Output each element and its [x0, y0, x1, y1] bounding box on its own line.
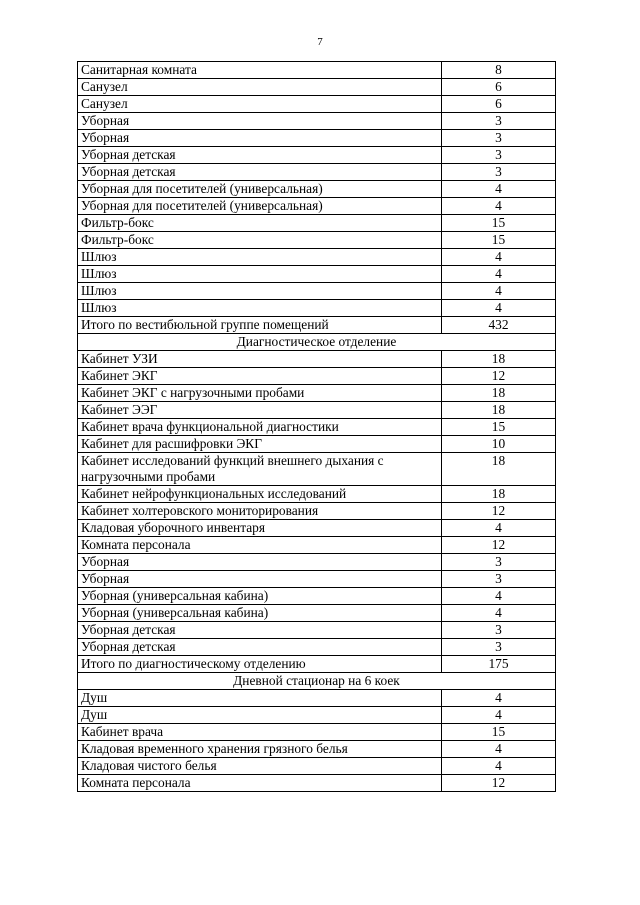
room-area-cell: 18 — [442, 453, 556, 486]
table-row — [78, 758, 556, 775]
room-area-cell: 8 — [442, 62, 556, 79]
room-area-cell: 3 — [442, 571, 556, 588]
table-row — [78, 486, 556, 503]
room-name-cell: Душ — [78, 707, 442, 724]
room-name-cell: Душ — [78, 690, 442, 707]
room-area-cell: 18 — [442, 385, 556, 402]
section-title: Диагностическое отделение — [78, 334, 556, 351]
room-area-cell: 4 — [442, 283, 556, 300]
total-row — [78, 317, 556, 334]
room-name-cell: Кладовая временного хранения грязного белья — [78, 741, 442, 758]
table-row — [78, 130, 556, 147]
room-name-cell: Шлюз — [78, 249, 442, 266]
room-name-cell: Уборная — [78, 571, 442, 588]
table-row — [78, 96, 556, 113]
room-name-cell: Кабинет ЭКГ с нагрузочными пробами — [78, 385, 442, 402]
table-row — [78, 351, 556, 368]
table-row — [78, 113, 556, 130]
table-row — [78, 232, 556, 249]
table-row — [78, 707, 556, 724]
room-name-cell: Кабинет нейрофункциональных исследований — [78, 486, 442, 503]
room-area-cell: 12 — [442, 368, 556, 385]
table-row — [78, 385, 556, 402]
room-name-cell: Уборная — [78, 113, 442, 130]
room-name-cell: Комната персонала — [78, 537, 442, 554]
rooms-table-body — [78, 62, 556, 792]
room-name-cell: Кабинет холтеровского мониторирования — [78, 503, 442, 520]
room-area-cell: 3 — [442, 113, 556, 130]
table-row — [78, 368, 556, 385]
room-area-cell: 175 — [442, 656, 556, 673]
room-name-cell: Уборная детская — [78, 639, 442, 656]
room-area-cell: 12 — [442, 537, 556, 554]
room-area-cell: 4 — [442, 181, 556, 198]
room-name-cell: Кабинет УЗИ — [78, 351, 442, 368]
room-name-cell: Фильтр-бокс — [78, 232, 442, 249]
room-area-cell: 15 — [442, 215, 556, 232]
table-row — [78, 300, 556, 317]
room-area-cell: 15 — [442, 419, 556, 436]
table-row — [78, 402, 556, 419]
room-name-cell: Уборная (универсальная кабина) — [78, 605, 442, 622]
table-row — [78, 639, 556, 656]
table-row — [78, 554, 556, 571]
room-area-cell: 4 — [442, 300, 556, 317]
table-row — [78, 147, 556, 164]
room-name-cell: Уборная детская — [78, 622, 442, 639]
room-area-cell: 4 — [442, 707, 556, 724]
table-row — [78, 571, 556, 588]
table-row — [78, 266, 556, 283]
room-area-cell: 3 — [442, 622, 556, 639]
room-area-cell: 4 — [442, 605, 556, 622]
table-row — [78, 283, 556, 300]
room-name-cell: Фильтр-бокс — [78, 215, 442, 232]
room-name-cell: Кабинет ЭЭГ — [78, 402, 442, 419]
section-header-row — [78, 334, 556, 351]
room-area-cell: 18 — [442, 351, 556, 368]
room-area-cell: 4 — [442, 690, 556, 707]
room-area-cell: 18 — [442, 402, 556, 419]
room-area-cell: 3 — [442, 130, 556, 147]
room-area-cell: 15 — [442, 232, 556, 249]
room-name-cell: Комната персонала — [78, 775, 442, 792]
table-row — [78, 605, 556, 622]
room-name-cell: Уборная для посетителей (универсальная) — [78, 181, 442, 198]
room-area-cell: 4 — [442, 249, 556, 266]
table-row — [78, 453, 556, 486]
table-row — [78, 198, 556, 215]
room-area-cell: 6 — [442, 79, 556, 96]
page-number: 7 — [317, 36, 323, 48]
table-row — [78, 419, 556, 436]
room-name-cell: Кладовая чистого белья — [78, 758, 442, 775]
room-name-cell: Уборная детская — [78, 147, 442, 164]
table-row — [78, 520, 556, 537]
table-row — [78, 741, 556, 758]
table-row — [78, 79, 556, 96]
table-row — [78, 215, 556, 232]
room-area-cell: 3 — [442, 639, 556, 656]
section-title: Дневной стационар на 6 коек — [78, 673, 556, 690]
table-row — [78, 622, 556, 639]
room-area-cell: 3 — [442, 164, 556, 181]
room-area-cell: 4 — [442, 758, 556, 775]
room-area-cell: 12 — [442, 775, 556, 792]
room-area-cell: 4 — [442, 520, 556, 537]
room-name-cell: Санитарная комната — [78, 62, 442, 79]
rooms-table — [77, 61, 556, 792]
room-name-cell: Уборная (универсальная кабина) — [78, 588, 442, 605]
room-name-cell: Кабинет исследований функций внешнего дыхания с нагрузочными пробами — [78, 453, 442, 486]
room-area-cell: 15 — [442, 724, 556, 741]
room-area-cell: 432 — [442, 317, 556, 334]
room-name-cell: Уборная для посетителей (универсальная) — [78, 198, 442, 215]
room-area-cell: 12 — [442, 503, 556, 520]
table-row — [78, 62, 556, 79]
room-name-cell: Итого по диагностическому отделению — [78, 656, 442, 673]
room-area-cell: 4 — [442, 741, 556, 758]
room-name-cell: Уборная детская — [78, 164, 442, 181]
room-name-cell: Кабинет ЭКГ — [78, 368, 442, 385]
room-name-cell: Кабинет для расшифровки ЭКГ — [78, 436, 442, 453]
room-area-cell: 3 — [442, 554, 556, 571]
table-row — [78, 181, 556, 198]
section-header-row — [78, 673, 556, 690]
total-row — [78, 656, 556, 673]
room-name-cell: Санузел — [78, 96, 442, 113]
room-area-cell: 4 — [442, 588, 556, 605]
room-name-cell: Кабинет врача функциональной диагностики — [78, 419, 442, 436]
room-area-cell: 3 — [442, 147, 556, 164]
room-name-cell: Уборная — [78, 130, 442, 147]
table-row — [78, 537, 556, 554]
room-name-cell: Уборная — [78, 554, 442, 571]
room-name-cell: Шлюз — [78, 300, 442, 317]
table-row — [78, 724, 556, 741]
table-row — [78, 690, 556, 707]
room-name-cell: Шлюз — [78, 283, 442, 300]
room-area-cell: 6 — [442, 96, 556, 113]
room-name-cell: Кладовая уборочного инвентаря — [78, 520, 442, 537]
table-row — [78, 775, 556, 792]
room-name-cell: Санузел — [78, 79, 442, 96]
room-area-cell: 4 — [442, 266, 556, 283]
table-row — [78, 436, 556, 453]
room-name-cell: Шлюз — [78, 266, 442, 283]
table-row — [78, 164, 556, 181]
table-row — [78, 503, 556, 520]
room-area-cell: 18 — [442, 486, 556, 503]
room-area-cell: 4 — [442, 198, 556, 215]
room-area-cell: 10 — [442, 436, 556, 453]
room-name-cell: Итого по вестибюльной группе помещений — [78, 317, 442, 334]
table-row — [78, 249, 556, 266]
room-name-cell: Кабинет врача — [78, 724, 442, 741]
table-row — [78, 588, 556, 605]
